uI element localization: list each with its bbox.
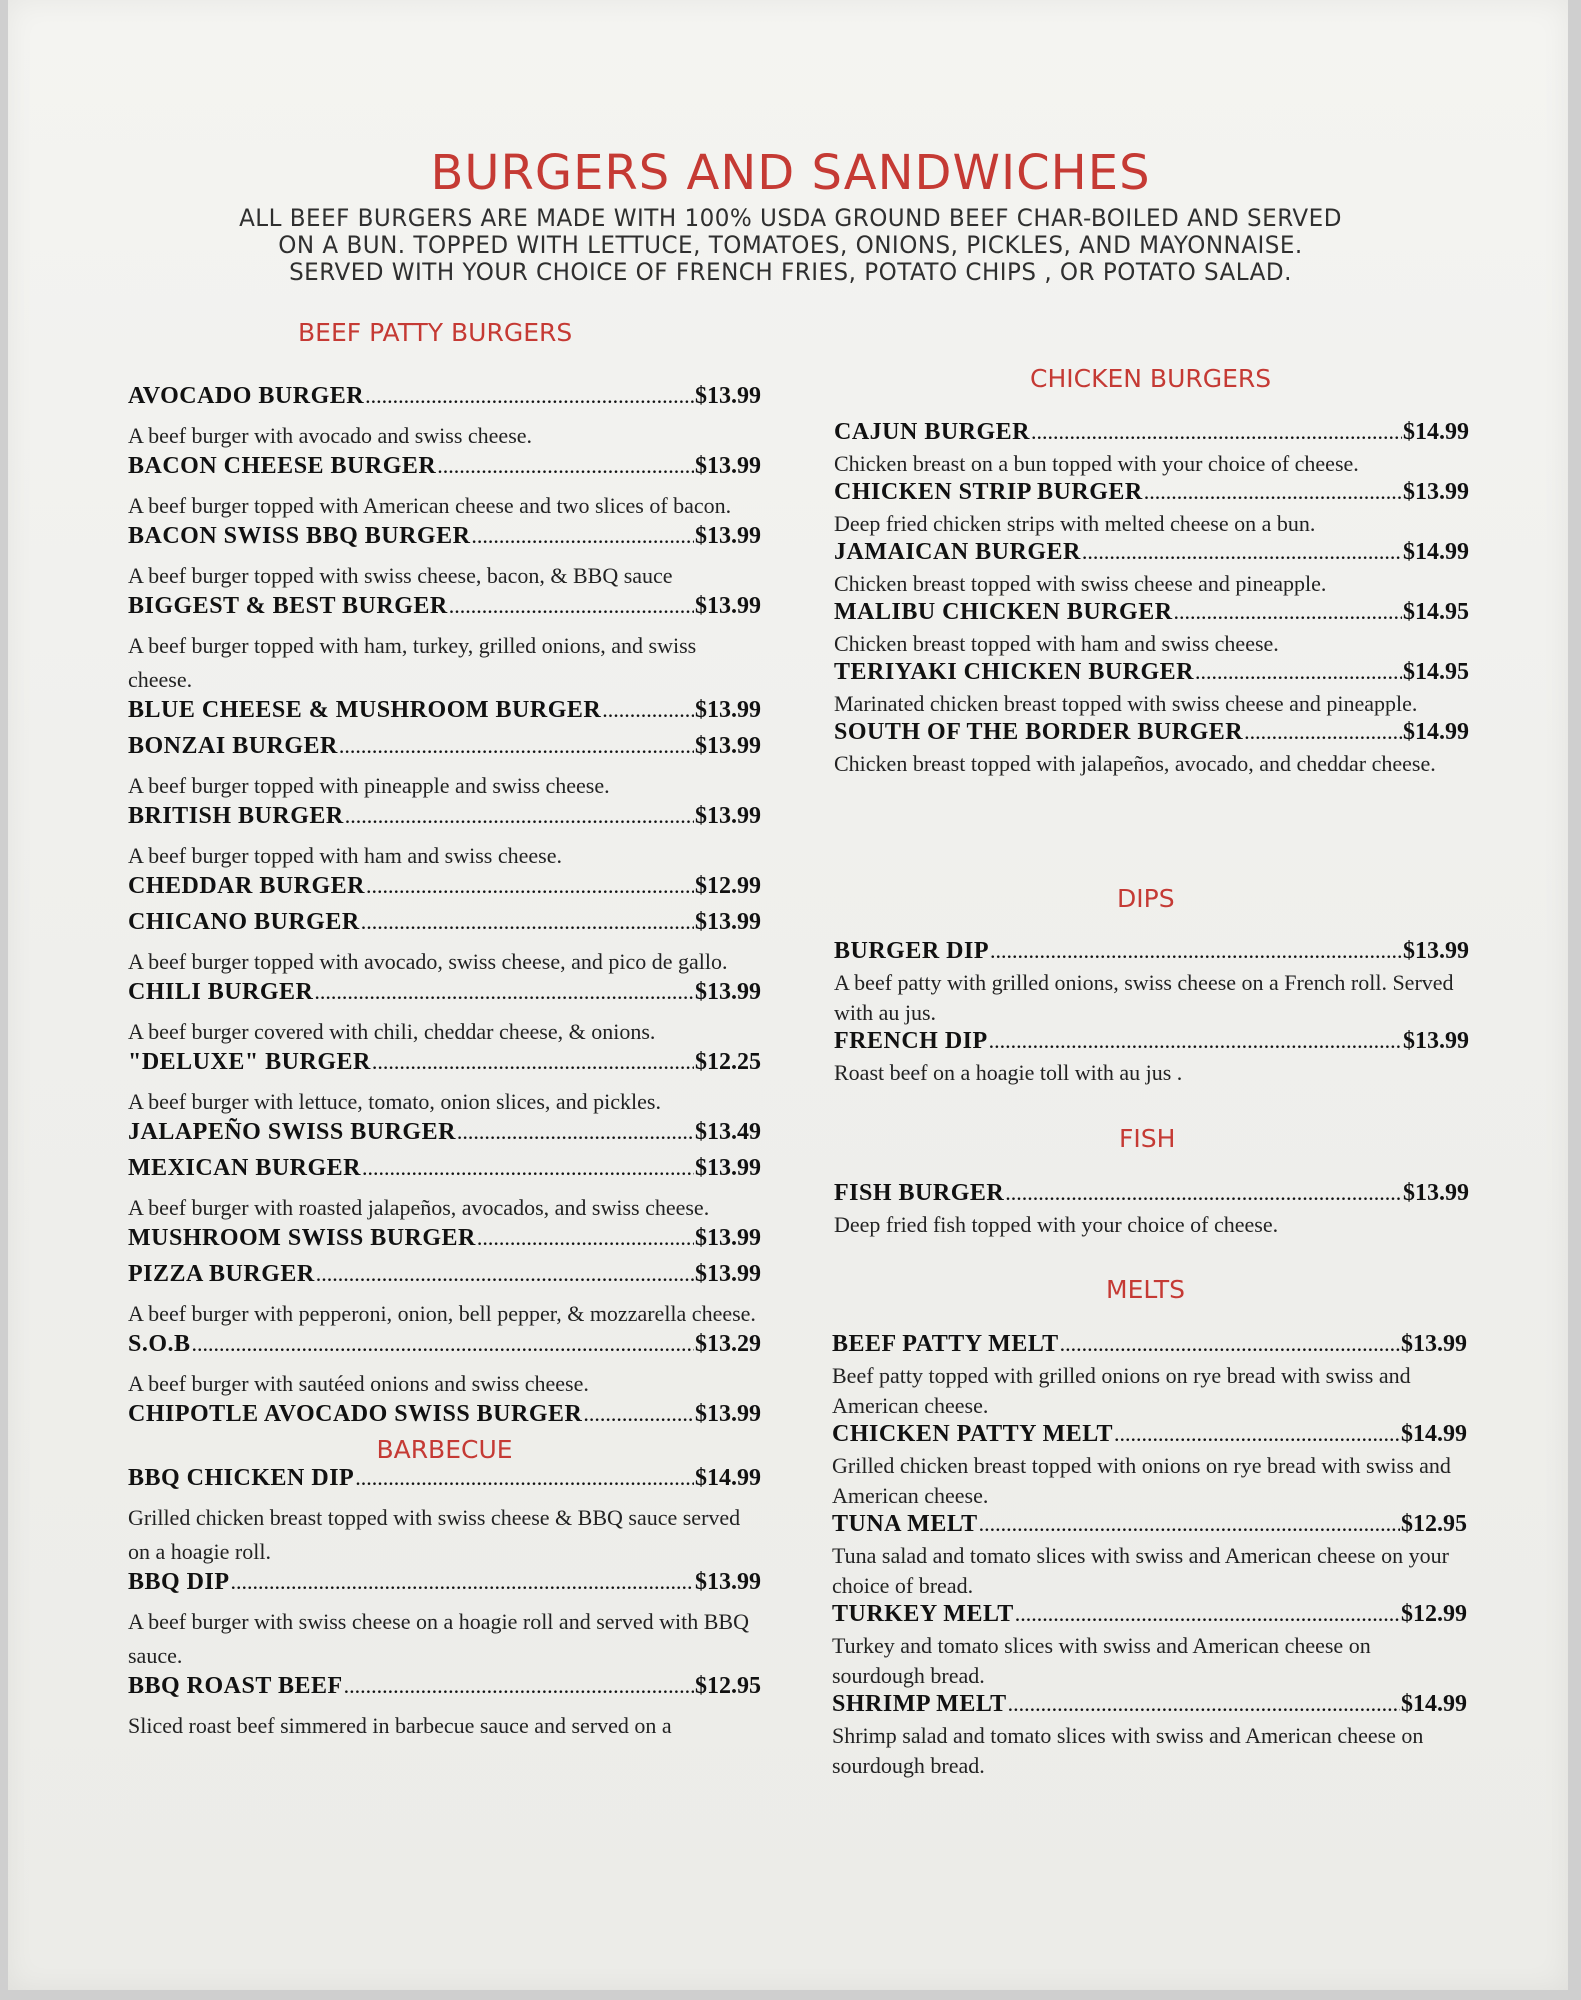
menu-item-row <box>128 697 761 733</box>
menu-item <box>834 1180 1469 1240</box>
melts-list <box>832 1331 1467 1781</box>
section-heading-fish: FISH <box>1119 1124 1176 1153</box>
menu-item-name: FISH BURGER <box>834 1180 1005 1206</box>
menu-item-price: $14.95 <box>1403 659 1469 685</box>
menu-item-description: Roast beef on a hoagie toll with au jus . <box>834 1060 1183 1085</box>
menu-item-row <box>834 938 1469 968</box>
menu-item <box>128 593 761 697</box>
menu-item-price: $13.99 <box>695 453 761 479</box>
menu-item-row <box>128 1119 761 1155</box>
dot-leader <box>1195 659 1402 685</box>
menu-item <box>834 599 1469 659</box>
menu-item <box>128 523 761 593</box>
dot-leader <box>372 1049 694 1075</box>
menu-item-row <box>834 1180 1469 1210</box>
menu-item <box>128 697 761 733</box>
menu-item-price: $12.95 <box>695 1673 761 1699</box>
menu-item-price: $13.99 <box>1403 479 1469 505</box>
menu-item-row <box>834 719 1469 749</box>
menu-item-name: BRITISH BURGER <box>128 803 344 829</box>
menu-item-description: A beef burger with sautéed onions and swiss cheese. <box>128 1371 589 1396</box>
dot-leader <box>366 873 694 899</box>
menu-item <box>834 1028 1469 1088</box>
dips-list <box>834 938 1469 1088</box>
menu-item <box>128 803 761 873</box>
menu-item-name: BONZAI BURGER <box>128 733 338 759</box>
menu-item-row <box>834 479 1469 509</box>
menu-item-name: JAMAICAN BURGER <box>834 539 1081 565</box>
menu-item-name: BBQ DIP <box>128 1569 230 1595</box>
menu-item-row <box>128 1331 761 1367</box>
menu-item-price: $13.99 <box>695 523 761 549</box>
dot-leader <box>1244 719 1402 745</box>
dot-leader <box>345 803 694 829</box>
menu-item <box>128 873 761 909</box>
dot-leader <box>231 1569 694 1595</box>
menu-item-row <box>128 733 761 769</box>
menu-item-description: A beef burger with pepperoni, onion, bell pepper, & mozzarella cheese. <box>128 1301 756 1326</box>
menu-item-name: S.O.B <box>128 1331 191 1357</box>
dot-leader <box>362 1155 694 1181</box>
menu-item-description: A beef burger with roasted jalapeños, avocados, and swiss cheese. <box>128 1195 710 1220</box>
dot-leader <box>344 1673 694 1699</box>
menu-item-name: BURGER DIP <box>834 938 990 964</box>
menu-item <box>832 1601 1467 1691</box>
menu-item-name: FRENCH DIP <box>834 1028 988 1054</box>
fish-list <box>834 1180 1469 1240</box>
menu-item-name: BEEF PATTY MELT <box>832 1331 1059 1357</box>
menu-item <box>834 659 1469 719</box>
menu-item-price: $13.99 <box>1403 1180 1469 1206</box>
menu-item-name: BBQ ROAST BEEF <box>128 1673 343 1699</box>
section-heading-dips: DIPS <box>1117 884 1175 913</box>
menu-item-description: Chicken breast topped with jalapeños, avocado, and cheddar cheese. <box>834 751 1436 776</box>
menu-item-price: $13.99 <box>695 909 761 935</box>
menu-item <box>832 1331 1467 1421</box>
beef-list <box>128 383 761 1743</box>
menu-item-price: $14.99 <box>1401 1421 1467 1447</box>
intro-line: ON A BUN. TOPPED WITH LETTUCE, TOMATOES, ONIONS, PICKLES, AND MAYONNAISE. <box>278 231 1303 259</box>
menu-item-price: $13.99 <box>695 1155 761 1181</box>
menu-item-name: BACON SWISS BBQ BURGER <box>128 523 471 549</box>
menu-item-description: Deep fried chicken strips with melted cheese on a bun. <box>834 511 1316 536</box>
menu-item-price: $14.99 <box>1401 1691 1467 1717</box>
menu-item-name: BBQ CHICKEN DIP <box>128 1465 355 1491</box>
dot-leader <box>979 1511 1400 1537</box>
menu-item-description: Chicken breast topped with swiss cheese and pineapple. <box>834 571 1327 596</box>
dot-leader <box>1144 479 1402 505</box>
menu-item <box>128 1261 761 1331</box>
menu-item-name: BLUE CHEESE & MUSHROOM BURGER <box>128 697 602 723</box>
chicken-list <box>834 419 1469 779</box>
menu-item-row <box>834 419 1469 449</box>
section-heading-chicken: CHICKEN BURGERS <box>1030 364 1272 393</box>
dot-leader <box>355 1465 694 1491</box>
dot-leader <box>1008 1691 1400 1717</box>
menu-item-price: $13.99 <box>695 733 761 759</box>
dot-leader <box>1060 1331 1400 1357</box>
menu-item-name: MEXICAN BURGER <box>128 1155 362 1181</box>
menu-item-name: CHICANO BURGER <box>128 909 360 935</box>
menu-item-price: $12.95 <box>1401 1511 1467 1537</box>
menu-item-name: CHICKEN STRIP BURGER <box>834 479 1143 505</box>
menu-item-row <box>128 803 761 839</box>
menu-item-price: $13.99 <box>695 697 761 723</box>
section-heading-melts: MELTS <box>1106 1275 1185 1304</box>
menu-item-row <box>128 1049 761 1085</box>
menu-item-description: A beef burger topped with American cheese and two slices of bacon. <box>128 493 732 518</box>
menu-item-name: SHRIMP MELT <box>832 1691 1007 1717</box>
menu-item-price: $13.99 <box>1401 1331 1467 1357</box>
menu-item-description: A beef burger topped with pineapple and swiss cheese. <box>128 773 610 798</box>
menu-item-price: $14.99 <box>1403 419 1469 445</box>
menu-item <box>128 1331 761 1401</box>
menu-item-description: Tuna salad and tomato slices with swiss and American cheese on your choice of bread. <box>832 1543 1449 1598</box>
menu-item-name: CHEDDAR BURGER <box>128 873 366 899</box>
dot-leader <box>1174 599 1402 625</box>
menu-item-row <box>128 383 761 419</box>
menu-item-description: A beef burger covered with chili, cheddar cheese, & onions. <box>128 1019 656 1044</box>
menu-item-description: A beef burger with avocado and swiss cheese. <box>128 423 533 448</box>
menu-item-name: CHILI BURGER <box>128 979 314 1005</box>
menu-item-row <box>834 1028 1469 1058</box>
menu-item <box>128 1225 761 1261</box>
menu-item-description: Beef patty topped with grilled onions on rye bread with swiss and American cheese. <box>832 1363 1411 1418</box>
menu-item-description: Sliced roast beef simmered in barbecue sauce and served on a <box>128 1713 672 1738</box>
menu-item <box>128 979 761 1049</box>
menu-item-description: Chicken breast on a bun topped with your choice of cheese. <box>834 451 1359 476</box>
menu-item-name: MALIBU CHICKEN BURGER <box>834 599 1173 625</box>
menu-item-price: $13.99 <box>1403 938 1469 964</box>
dot-leader <box>192 1331 694 1357</box>
dot-leader <box>477 1225 694 1251</box>
dot-leader <box>449 593 694 619</box>
dot-leader <box>602 697 694 723</box>
menu-item-price: $14.99 <box>695 1465 761 1491</box>
menu-item-name: BIGGEST & BEST BURGER <box>128 593 448 619</box>
dot-leader <box>990 938 1402 964</box>
menu-item-name: CHICKEN PATTY MELT <box>832 1421 1114 1447</box>
menu-item-price: $12.99 <box>695 873 761 899</box>
menu-item-description: A beef patty with grilled onions, swiss cheese on a French roll. Served with au jus. <box>834 970 1454 1025</box>
menu-item-row <box>128 1155 761 1191</box>
menu-item <box>834 719 1469 779</box>
intro-line: SERVED WITH YOUR CHOICE OF FRENCH FRIES, POTATO CHIPS , OR POTATO SALAD. <box>289 258 1292 286</box>
menu-item-price: $14.99 <box>1403 539 1469 565</box>
dot-leader <box>1015 1601 1400 1627</box>
menu-item-name: PIZZA BURGER <box>128 1261 315 1287</box>
section-heading-bbq: BARBECUE <box>376 1435 513 1464</box>
menu-item-description: A beef burger with lettuce, tomato, onion slices, and pickles. <box>128 1089 661 1114</box>
menu-item-description: Deep fried fish topped with your choice of cheese. <box>834 1212 1279 1237</box>
menu-item-name: JALAPEÑO SWISS BURGER <box>128 1119 456 1145</box>
menu-item <box>832 1511 1467 1601</box>
menu-item-row <box>832 1601 1467 1631</box>
menu-item-description: A beef burger topped with ham and swiss cheese. <box>128 843 562 868</box>
dot-leader <box>339 733 694 759</box>
menu-item-name: AVOCADO BURGER <box>128 383 365 409</box>
menu-item-description: Turkey and tomato slices with swiss and American cheese on sourdough bread. <box>832 1633 1371 1688</box>
menu-item-row <box>128 523 761 559</box>
menu-item-row <box>128 1261 761 1297</box>
dot-leader <box>1031 419 1402 445</box>
menu-item-price: $13.99 <box>695 1569 761 1595</box>
dot-leader <box>437 453 694 479</box>
intro-line: ALL BEEF BURGERS ARE MADE WITH 100% USDA GROUND BEEF CHAR-BOILED AND SERVED <box>239 204 1342 232</box>
menu-item-description: Grilled chicken breast topped with swiss cheese & BBQ sauce served on a hoagie roll. <box>128 1505 741 1564</box>
dot-leader <box>1005 1180 1402 1206</box>
menu-item-description: Shrimp salad and tomato slices with swiss and American cheese on sourdough bread. <box>832 1723 1424 1778</box>
menu-item-price: $13.29 <box>695 1331 761 1357</box>
menu-item <box>128 383 761 453</box>
menu-item-row <box>128 1401 761 1437</box>
menu-item-row <box>832 1421 1467 1451</box>
menu-item-row <box>128 873 761 909</box>
menu-item-price: $14.95 <box>1403 599 1469 625</box>
menu-item <box>128 1569 761 1673</box>
menu-item-price: $12.99 <box>1401 1601 1467 1627</box>
menu-item-price: $13.99 <box>695 1261 761 1287</box>
menu-item-name: TERIYAKI CHICKEN BURGER <box>834 659 1195 685</box>
menu-item-name: TURKEY MELT <box>832 1601 1014 1627</box>
menu-item-name: MUSHROOM SWISS BURGER <box>128 1225 476 1251</box>
dot-leader <box>583 1401 694 1427</box>
menu-item-row <box>128 1673 761 1709</box>
menu-item-row <box>832 1691 1467 1721</box>
dot-leader <box>457 1119 694 1145</box>
dot-leader <box>989 1028 1402 1054</box>
menu-item <box>834 938 1469 1028</box>
menu-item-description: A beef burger topped with ham, turkey, grilled onions, and swiss cheese. <box>128 633 697 692</box>
menu-item <box>128 1049 761 1119</box>
menu-item-row <box>834 599 1469 629</box>
menu-item <box>128 1401 761 1437</box>
menu-item-row <box>832 1511 1467 1541</box>
menu-item <box>128 733 761 803</box>
menu-item-description: A beef burger topped with avocado, swiss cheese, and pico de gallo. <box>128 949 728 974</box>
menu-item-description: Chicken breast topped with ham and swiss cheese. <box>834 631 1279 656</box>
menu-item-row <box>128 1465 761 1501</box>
menu-item-row <box>128 593 761 629</box>
menu-item-price: $13.99 <box>695 593 761 619</box>
dot-leader <box>316 1261 694 1287</box>
menu-item-name: TUNA MELT <box>832 1511 978 1537</box>
menu-item <box>834 539 1469 599</box>
menu-item-row <box>128 1225 761 1261</box>
menu-item-row <box>128 979 761 1015</box>
dot-leader <box>361 909 694 935</box>
menu-item-price: $13.99 <box>695 979 761 1005</box>
menu-item-row <box>128 1569 761 1605</box>
menu-item-row <box>834 539 1469 569</box>
section-heading-beef: BEEF PATTY BURGERS <box>298 318 573 347</box>
menu-item-description: A beef burger topped with swiss cheese, bacon, & BBQ sauce <box>128 563 673 588</box>
menu-item <box>128 1155 761 1225</box>
menu-item-price: $12.25 <box>695 1049 761 1075</box>
menu-item-row <box>832 1331 1467 1361</box>
dot-leader <box>314 979 694 1005</box>
menu-item-price: $13.49 <box>695 1119 761 1145</box>
menu-item-row <box>128 453 761 489</box>
menu-item <box>128 909 761 979</box>
menu-item-price: $13.99 <box>695 383 761 409</box>
menu-item-price: $13.99 <box>1403 1028 1469 1054</box>
menu-item <box>832 1691 1467 1781</box>
menu-item-description: A beef burger with swiss cheese on a hoagie roll and served with BBQ sauce. <box>128 1609 749 1668</box>
menu-item <box>832 1421 1467 1511</box>
menu-item-price: $14.99 <box>1403 719 1469 745</box>
menu-item-name: "DELUXE" BURGER <box>128 1049 371 1075</box>
page-title: BURGERS AND SANDWICHES <box>430 145 1151 201</box>
menu-item <box>128 453 761 523</box>
menu-item <box>128 1119 761 1155</box>
menu-item-name: BACON CHEESE BURGER <box>128 453 437 479</box>
menu-item <box>128 1673 761 1743</box>
menu-item-name: SOUTH OF THE BORDER BURGER <box>834 719 1244 745</box>
menu-item-description: Grilled chicken breast topped with onions on rye bread with swiss and American cheese. <box>832 1453 1451 1508</box>
menu-item-row <box>834 659 1469 689</box>
menu-item-name: CAJUN BURGER <box>834 419 1031 445</box>
menu-item <box>834 479 1469 539</box>
dot-leader <box>1082 539 1402 565</box>
menu-item <box>128 1465 761 1569</box>
dot-leader <box>365 383 694 409</box>
menu-item-row <box>128 909 761 945</box>
menu-item-description: Marinated chicken breast topped with swiss cheese and pineapple. <box>834 691 1418 716</box>
dot-leader <box>471 523 694 549</box>
intro-text <box>32 205 1550 286</box>
dot-leader <box>1114 1421 1400 1447</box>
menu-item-name: CHIPOTLE AVOCADO SWISS BURGER <box>128 1401 583 1427</box>
menu-item <box>834 419 1469 479</box>
menu-item-price: $13.99 <box>695 1401 761 1427</box>
menu-item-price: $13.99 <box>695 1225 761 1251</box>
menu-item-price: $13.99 <box>695 803 761 829</box>
